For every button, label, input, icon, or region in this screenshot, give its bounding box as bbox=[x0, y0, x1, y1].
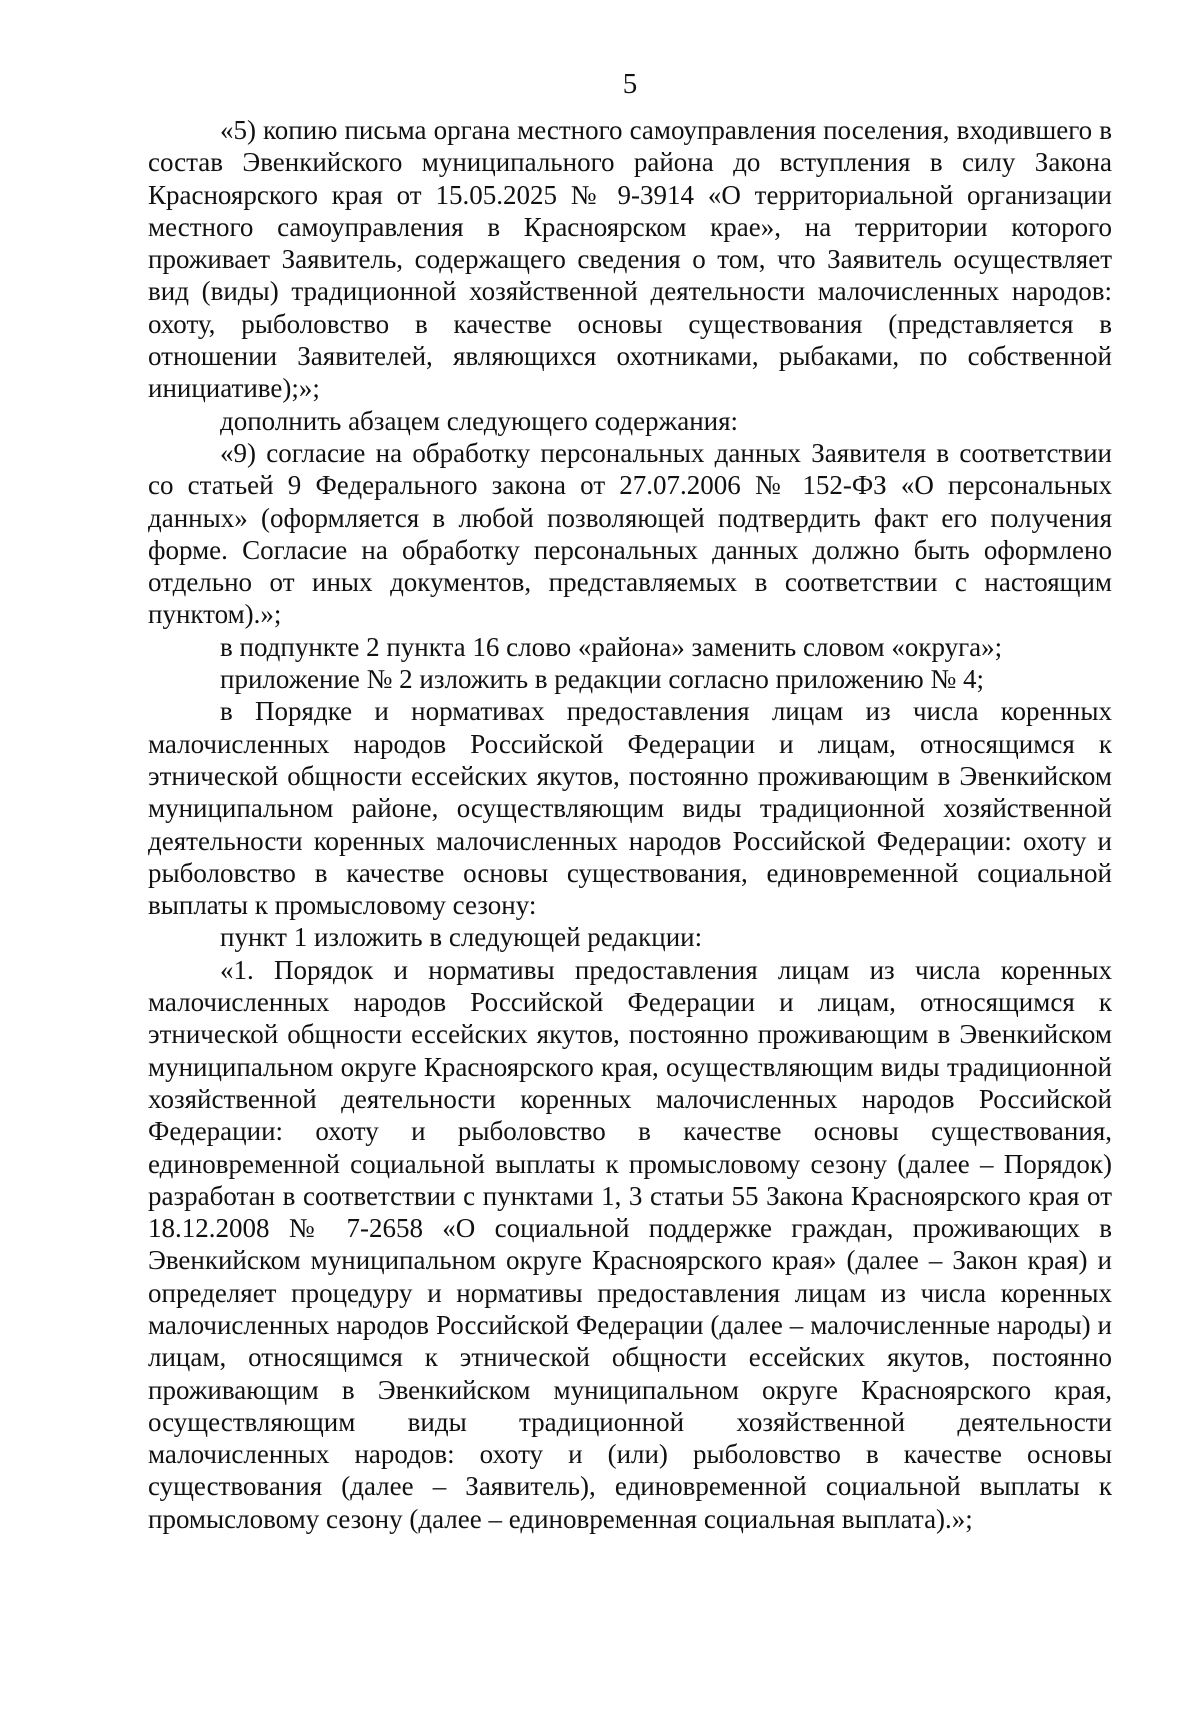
page-number: 5 bbox=[622, 68, 638, 100]
paragraph-procedure-intro: в Порядке и нормативах предоставления лицам из числа коренных малочисленных народов Российской Федерации и лицам, относящимся к этнической общности ессейских якутов, постоянно проживающим в Эвенкийском муниципальном районе, осуществляющим виды традиционной хозяйственной деятельности коренных малочисленных народов Российской Федерации: охоту и рыболовство в качестве основы существования, единовременной социальной выплаты к промысловому сезону: bbox=[148, 696, 1112, 921]
paragraph-point-1-intro: пункт 1 изложить в следующей редакции: bbox=[220, 922, 703, 953]
paragraph-item-9-consent: «9) согласие на обработку персональных данных Заявителя в соответствии со статьей 9 Федерального закона от 27.07.2006 № 152-ФЗ «О персональных данных» (оформляется в любой позволяющей подтвердить факт его получения форме. Согласие на обработку персональных данных должно быть оформлено отдельно от иных документов, представляемых в соответствии с настоящим пунктом).»; bbox=[148, 437, 1112, 630]
paragraph-point-1-text: «1. Порядок и нормативы предоставления лицам из числа коренных малочисленных народов Российской Федерации и лицам, относящимся к этнической общности ессейских якутов, постоянно проживающим в Эвенкийском муниципальном округе Красноярского края, осуществляющим виды традиционной хозяйственной деятельности коренных малочисленных народов Российской Федерации: охоту и рыболовство в качестве основы существования, единовременной социальной выплаты к промысловому сезону (далее – Порядок) разработан в соответствии с пунктами 1, 3 статьи 55 Закона Красноярского края от 18.12.2008 № 7-2658 «О социальной поддержке граждан, проживающих в Эвенкийском муниципальном округе Красноярского края» (далее – Закон края) и определяет процедуру и нормативы предоставления лицам из числа коренных малочисленных народов Российской Федерации (далее – малочисленные народы) и лицам, относящимся к этнической общности ессейских якутов, постоянно проживающим в Эвенкийском муниципальном округе Красноярского края, осуществляющим виды традиционной хозяйственной деятельности малочисленных народов: охоту и (или) рыболовство в качестве основы существования (далее – Заявитель), единовременной социальной выплаты к промысловому сезону (далее – единовременная социальная выплата).»; bbox=[148, 954, 1112, 1534]
document-body bbox=[148, 114, 1112, 1535]
paragraph-item-5-amendment: «5) копию письма органа местного самоуправления поселения, входившего в состав Эвенкийского муниципального района до вступления в силу Закона Красноярского края от 15.05.2025 № 9-3914 «О территориальной организации местного самоуправления в Красноярском крае», на территории которого проживает Заявитель, содержащего сведения о том, что Заявитель осуществляет вид (виды) традиционной хозяйственной деятельности малочисленных народов: охоту, рыболовство в качестве основы существования (представляется в отношении Заявителей, являющихся охотниками, рыбаками, по собственной инициативе);»; bbox=[148, 115, 1112, 404]
paragraph-appendix-2-replacement: приложение № 2 изложить в редакции согласно приложению № 4; bbox=[220, 664, 984, 695]
paragraph-supplement-intro: дополнить абзацем следующего содержания: bbox=[220, 405, 739, 436]
paragraph-subitem-2-replacement: в подпункте 2 пункта 16 слово «района» заменить словом «округа»; bbox=[220, 631, 1003, 662]
